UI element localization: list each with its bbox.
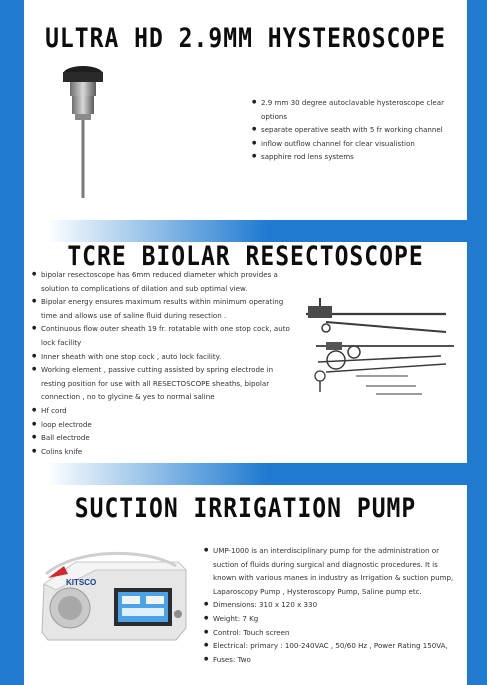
pump-feature-list <box>204 544 462 666</box>
section-title-pump: SUCTION IRRIGATION PUMP <box>74 494 417 524</box>
hysteroscope-feature-list <box>252 96 462 164</box>
list-item: ● separate operative seath with 5 fr working channel <box>252 123 462 137</box>
list-item: ● Continuous flow outer sheath 19 fr. rotatable with one stop cock, auto lock facility <box>32 322 290 349</box>
section-title-hysteroscope: ULTRA HD 2.9MM HYSTEROSCOPE <box>45 24 446 54</box>
list-item: ● sapphire rod lens systems <box>252 150 462 164</box>
list-item: ● inflow outflow channel for clear visualistion <box>252 137 462 151</box>
irrigation-pump-image <box>36 544 188 650</box>
list-item: ● Hf cord <box>32 404 290 418</box>
hysteroscope-image <box>58 62 108 202</box>
list-item: ● bipolar resectoscope has 6mm reduced diameter which provides a solution to complications of dilation and sub optimal view. <box>32 268 290 295</box>
section-title-resectoscope: TCRE BIOLAR RESECTOSCOPE <box>67 242 424 272</box>
right-accent-bar <box>467 0 487 685</box>
list-item: ● Inner sheath with one stop cock , auto lock facility. <box>32 350 290 364</box>
list-item: ● Control: Touch screen <box>204 626 462 640</box>
pump-brand-label: KITSCO <box>66 578 97 587</box>
list-item: ● UMP-1000 is an interdisciplinary pump for the administration or suction of fluids during surgical and diagnostic procedures. It is known with various manes in industry as Irrigation & suction pump, Laparoscopy Pump , Hysteroscopy Pump, Saline pump etc. <box>204 544 462 598</box>
list-item: ● 2.9 mm 30 degree autoclavable hysteroscope clear options <box>252 96 462 123</box>
resectoscope-feature-list <box>32 268 290 458</box>
resectoscope-image <box>296 294 460 404</box>
section-divider-band <box>24 220 467 242</box>
list-item: ● Working element , passive cutting assisted by spring electrode in resting position for use with all RESECTOSCOPE sheaths, bipolar connection , no to glycine & yes to normal saline <box>32 363 290 404</box>
list-item: ● Ball electrode <box>32 431 290 445</box>
list-item: ● Electrical: primary : 100-240VAC , 50/60 Hz , Power Rating 150VA, <box>204 639 462 653</box>
list-item: ● Fuses: Two <box>204 653 462 667</box>
list-item: ● Weight: 7 Kg <box>204 612 462 626</box>
list-item: ● Colins knife <box>32 445 290 459</box>
list-item: ● Dimensions: 310 x 120 x 330 <box>204 598 462 612</box>
list-item: ● loop electrode <box>32 418 290 432</box>
left-accent-bar <box>0 0 24 685</box>
list-item: ● Bipolar energy ensures maximum results within minimum operating time and allows use of saline fluid during resection . <box>32 295 290 322</box>
section-divider-band <box>24 463 467 485</box>
